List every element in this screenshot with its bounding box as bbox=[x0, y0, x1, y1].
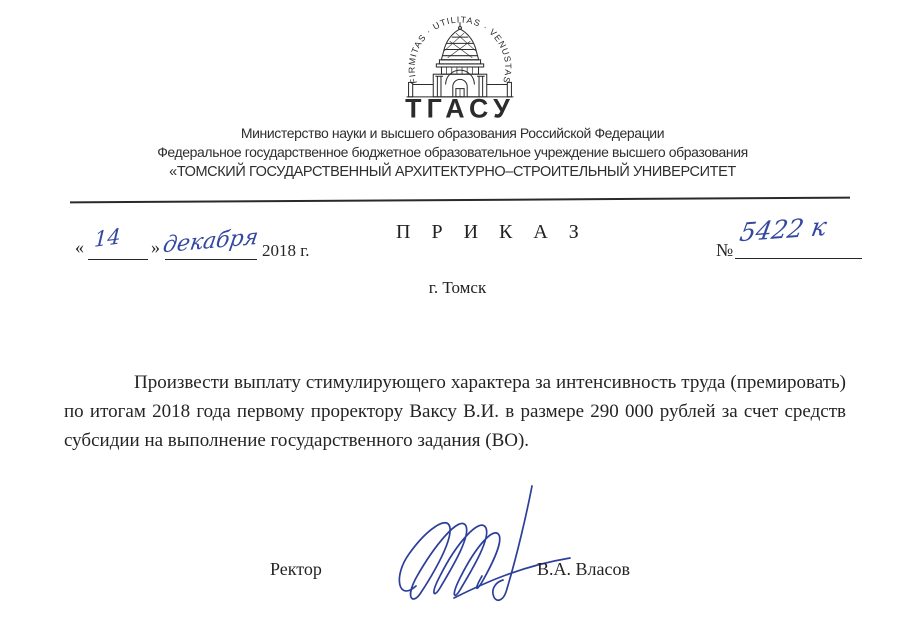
order-title: П Р И К А З bbox=[396, 221, 587, 243]
document-header bbox=[0, 124, 905, 182]
date-day-blank-line bbox=[88, 259, 148, 260]
date-open-quote: « bbox=[75, 237, 84, 257]
rector-signature-icon bbox=[396, 478, 576, 610]
university-emblem-icon bbox=[388, 8, 532, 126]
emblem-acronym: ТГАСУ bbox=[405, 93, 515, 124]
header-ministry-line: Министерство науки и высшего образования Российской Федерации bbox=[240, 125, 665, 141]
date-month-blank-line bbox=[165, 259, 257, 260]
signer-name: В.А. Власов bbox=[537, 559, 630, 579]
city-line: г. Томск bbox=[428, 278, 487, 297]
date-close-quote: » bbox=[151, 237, 160, 257]
emblem-motto-text: FIRMITAS · UTILITAS · VENUSTAS bbox=[406, 14, 514, 85]
date-year: 2018 г. bbox=[262, 241, 310, 260]
order-number-label: № bbox=[716, 240, 734, 260]
handwritten-date-month: декабря bbox=[161, 224, 261, 259]
header-institution-type-line: Федеральное государственное бюджетное образовательное учреждение высшего образования bbox=[157, 144, 748, 160]
signer-position-label: Ректор bbox=[270, 559, 322, 579]
order-number-blank-line bbox=[735, 258, 862, 259]
handwritten-order-number: 5422 к bbox=[737, 211, 829, 248]
order-body-paragraph: Произвести выплату стимулирующего характера за интенсивность труда (премировать) по итогам 2018 года первому проректору Ваксу В.И. в размере 290 000 рублей за счет средств субсидии на выполнение государственного задания (ВО). bbox=[64, 372, 846, 451]
handwritten-date-day: 14 bbox=[93, 224, 122, 252]
header-divider-line bbox=[70, 197, 850, 204]
header-university-name-line: «ТОМСКИЙ ГОСУДАРСТВЕННЫЙ АРХИТЕКТУРНО–СТРОИТЕЛЬНЫЙ УНИВЕРСИТЕТ bbox=[169, 164, 736, 180]
